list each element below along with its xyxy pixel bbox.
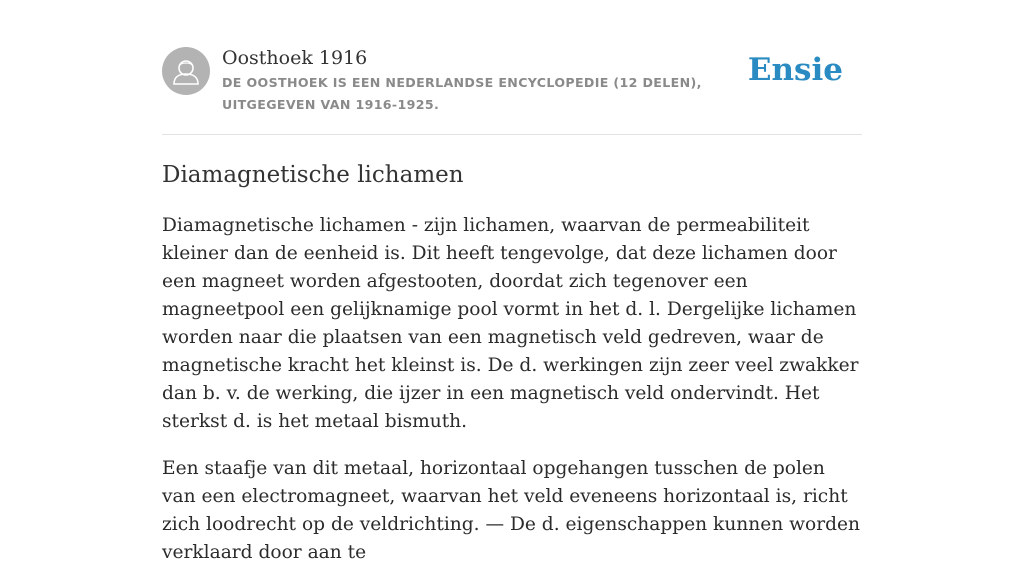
user-icon bbox=[162, 47, 210, 95]
article-body bbox=[162, 212, 864, 586]
avatar[interactable] bbox=[162, 47, 210, 95]
page bbox=[162, 0, 862, 563]
article-paragraph: Diamagnetische lichamen - zijn lichamen, waarvan de permeabiliteit kleiner dan de eenheid is. Dit heeft tengevolge, dat deze lichamen door een magneet worden afgestooten, doordat zich tegenover een magneetpool een gelijknamige pool vormt in het d. l. Dergelijke lichamen worden naar die plaatsen van een magnetisch veld gedreven, waar de magnetische kracht het kleinst is. De d. werkingen zijn zeer veel zwakker dan b. v. de werking, die ijzer in een magnetisch veld ondervindt. Het sterkst d. is het metaal bismuth. bbox=[162, 215, 859, 432]
brand-logo[interactable]: Ensie bbox=[747, 52, 843, 88]
article-paragraph: Een staafje van dit metaal, horizontaal opgehangen tusschen de polen van een electromagneet, waarvan het veld eveneens horizontaal is, richt zich loodrecht op de veldrichting. — De d. eigenschappen kunnen worden verklaard door aan te bbox=[162, 458, 861, 563]
article-title: Diamagnetische lichamen bbox=[162, 162, 464, 188]
source-description: DE OOSTHOEK IS EEN NEDERLANDSE ENCYCLOPEDIE (12 DELEN), UITGEGEVEN VAN 1916-1925. bbox=[222, 75, 702, 112]
source-title[interactable]: Oosthoek 1916 bbox=[222, 47, 368, 69]
source-header bbox=[162, 0, 862, 135]
